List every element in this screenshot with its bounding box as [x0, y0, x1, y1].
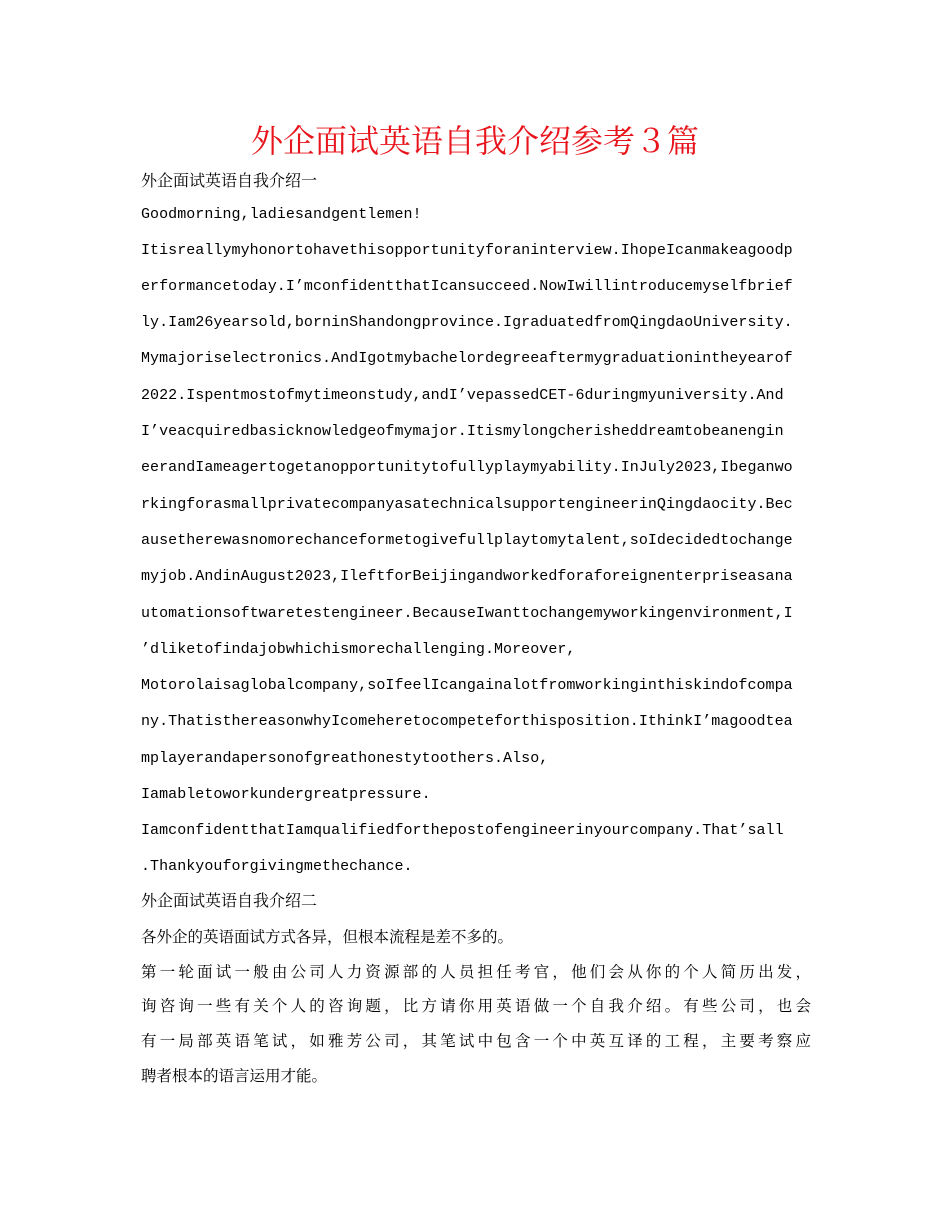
cn-paragraph-line: 第一轮面试一般由公司人力资源部的人员担任考官，他们会从你的个人简历出发，	[141, 963, 811, 981]
section-heading-1: 外企面试英语自我介绍一	[141, 171, 318, 190]
paragraph-line: ausetherewasnomorechanceformetogivefullplaytomytalent,soIdecidedtochange	[141, 532, 793, 549]
paragraph-line: Iamabletoworkundergreatpressure.	[141, 786, 431, 803]
cn-paragraph-line: 有一局部英语笔试，如雅芳公司，其笔试中包含一个中英互译的工程，主要考察应	[141, 1032, 811, 1050]
paragraph-line: myjob.AndinAugust2023,IleftforBeijingandworkedforaforeignenterpriseasana	[141, 568, 793, 585]
greeting-line: Goodmorning,ladiesandgentlemen!	[141, 206, 422, 223]
paragraph-line: 2022.Ispentmostofmytimeonstudy,andI’vepassedCET-6duringmyuniversity.And	[141, 387, 784, 404]
paragraph-line: erformancetoday.I’mconfidentthatIcansucceed.NowIwillintroducemyselfbrief	[141, 278, 793, 295]
paragraph-line: rkingforasmallprivatecompanyasatechnicalsupportengineerinQingdaocity.Bec	[141, 496, 793, 513]
section-heading-2: 外企面试英语自我介绍二	[141, 891, 318, 910]
paragraph-line: eerandIameagertogetanopportunitytofullyplaymyability.InJuly2023,Ibeganwo	[141, 459, 793, 476]
cn-paragraph-line: 各外企的英语面试方式各异，但根本流程是差不多的。	[141, 928, 514, 946]
paragraph-line: utomationsoftwaretestengineer.BecauseIwanttochangemyworkingenvironment,I	[141, 605, 793, 622]
cn-paragraph-line: 聘者根本的语言运用才能。	[141, 1067, 328, 1085]
cn-paragraph-line: 询咨询一些有关个人的咨询题，比方请你用英语做一个自我介绍。有些公司，也会	[141, 997, 811, 1015]
paragraph-line: Itisreallymyhonortohavethisopportunityforaninterview.IhopeIcanmakeagoodp	[141, 242, 793, 259]
paragraph-line: Mymajoriselectronics.AndIgotmybachelordegreeaftermygraduationintheyearof	[141, 350, 793, 367]
paragraph-line: ny.ThatisthereasonwhyIcomeheretocompeteforthisposition.IthinkI’magoodtea	[141, 713, 793, 730]
paragraph-line: ’dliketofindajobwhichismorechallenging.Moreover,	[141, 641, 576, 658]
document-title: 外企面试英语自我介绍参考３篇	[250, 122, 699, 160]
paragraph-line: I’veacquiredbasicknowledgeofmymajor.Itismylongcherisheddreamtobeanengin	[141, 423, 784, 440]
paragraph-line: mplayerandapersonofgreathonestytoothers.Also,	[141, 750, 549, 767]
paragraph-line: .Thankyouforgivingmethechance.	[141, 858, 413, 875]
paragraph-line: Motorolaisaglobalcompany,soIfeelIcangainalotfromworkinginthiskindofcompa	[141, 677, 793, 694]
paragraph-line: IamconfidentthatIamqualifiedforthepostofengineerinyourcompany.That’sall	[141, 822, 784, 839]
paragraph-line: ly.Iam26yearsold,borninShandongprovince.IgraduatedfromQingdaoUniversity.	[141, 314, 793, 331]
